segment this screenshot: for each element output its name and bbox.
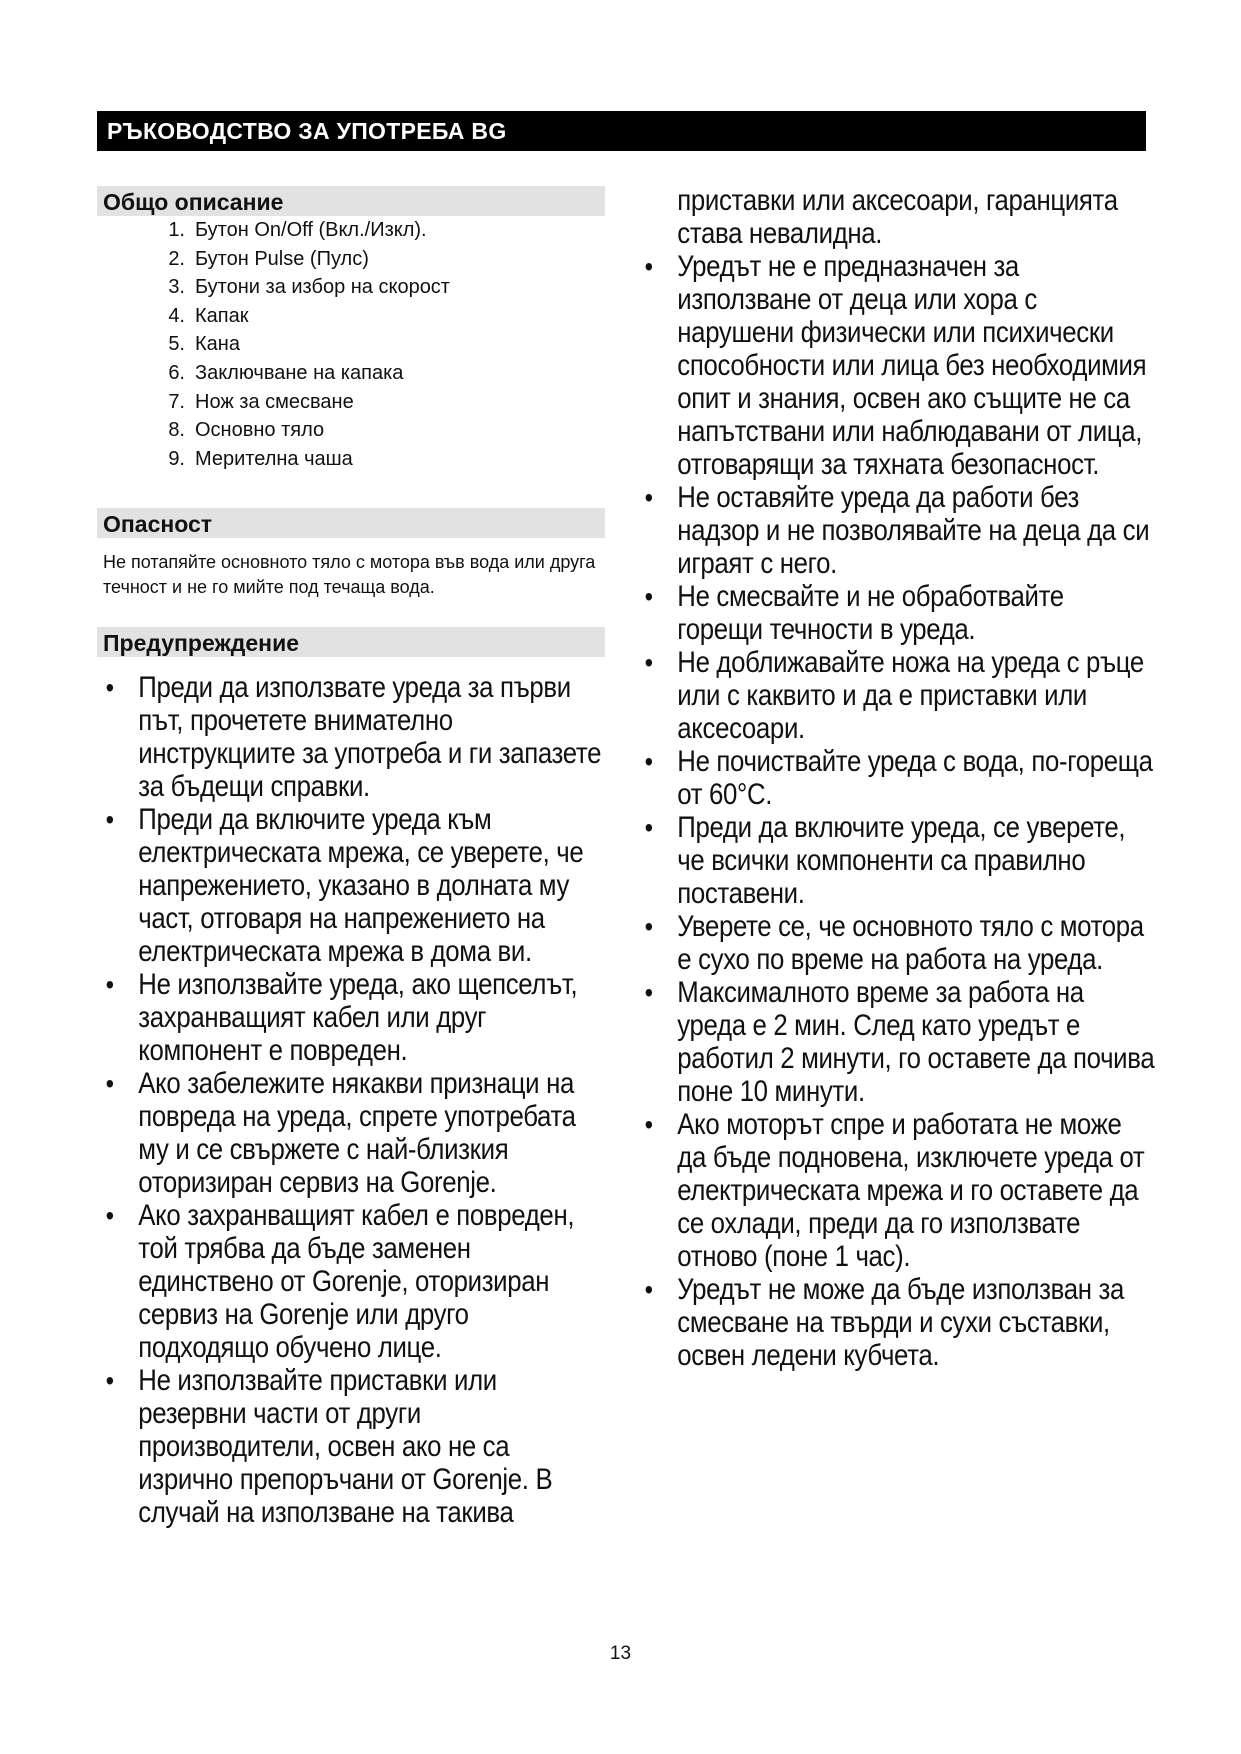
bullet-icon: • xyxy=(644,1109,653,1140)
warning-item: • Уредът не може да бъде използван за смесване на твърди и сухи съставки, освен ледени кубчета. xyxy=(644,1273,1124,1372)
bullet-icon: • xyxy=(644,746,653,777)
bullet-icon: • xyxy=(644,812,653,843)
warning-item: • Ако захранващият кабел е повреден, той трябва да бъде заменен единствено от Gorenje, оторизиран сервиз на Gorenje или друго подходящо обучено лице. xyxy=(105,1199,575,1365)
bullet-icon: • xyxy=(644,647,653,678)
parts-list-item: 5. Кана xyxy=(168,333,240,356)
bullet-icon: • xyxy=(105,1068,114,1100)
warning-item: • Ако моторът спре и работата не може да бъде подновена, изключете уреда от електрическата мрежа и го оставете да се охлади, преди да го използвате отново (поне 1 час). xyxy=(644,1108,1145,1273)
warning-heading: Предупреждение xyxy=(97,627,605,657)
parts-list-item: 6. Заключване на капака xyxy=(168,361,404,384)
bullet-icon: • xyxy=(105,969,114,1001)
parts-list xyxy=(97,216,605,473)
parts-list-item: 4. Капак xyxy=(168,304,249,327)
warning-item: • Преди да използвате уреда за първи път, прочетете внимателно инструкциите за употреба и ги запазете за бъдещи справки. xyxy=(105,671,602,804)
parts-list-item: 3. Бутони за избор на скорост xyxy=(168,276,450,299)
warning-item: • Не смесвайте и не обработвайте горещи течности в уреда. xyxy=(644,580,1064,646)
parts-list-item: 7. Нож за смесване xyxy=(168,390,354,413)
warning-item: • Максималното време за работа на уреда е 2 мин. След като уредът е работил 2 минути, го оставете да почива поне 10 минути. xyxy=(644,976,1155,1108)
warning-item: • Уверете се, че основното тяло с мотора е сухо по време на работа на уреда. xyxy=(644,910,1144,976)
bullet-icon: • xyxy=(644,911,653,942)
parts-list-item: 2. Бутон Pulse (Пулс) xyxy=(168,247,369,270)
bullet-icon: • xyxy=(105,804,114,836)
bullet-icon: • xyxy=(644,581,653,612)
bullet-icon: • xyxy=(644,1274,653,1305)
danger-text: Не потапяйте основното тяло с мотора във вода или друга течност и не го мийте под течаща вода. xyxy=(103,552,596,598)
danger-heading: Опасност xyxy=(97,508,605,538)
warning-item: • Не оставяйте уреда да работи без надзор и не позволявайте на деца да си играят с него. xyxy=(644,481,1150,580)
warning-list-left xyxy=(97,671,604,1529)
warning-item: • Не използвайте приставки или резервни части от други производители, освен ако не са изрично препоръчани от Gorenje. В случай на използване на такива xyxy=(105,1364,553,1530)
parts-list-item: 1. Бутон On/Off (Вкл./Изкл). xyxy=(168,219,427,241)
warning-item: • Уредът не е предназначен за използване от деца или хора с нарушени физически или психически способности или лица без необходимия опит и знания, освен ако същите не са напътствани или наблюдавани от лица, отговарящи за тяхната безопасност. xyxy=(644,250,1147,481)
bullet-icon: • xyxy=(105,1365,114,1397)
document-header: РЪКОВОДСТВО ЗА УПОТРЕБА BG xyxy=(97,111,1146,151)
page-number: 13 xyxy=(609,1643,632,1664)
warning-item: • Не доближавайте ножа на уреда с ръце или с каквито и да е приставки или аксесоари. xyxy=(644,646,1144,745)
warning-item: • Не използвайте уреда, ако щепселът, захранващият кабел или друг компонент е повреден. xyxy=(105,968,578,1068)
warning-item: • Ако забележите някакви признаци на повреда на уреда, спрете употребата му и се свържете с най-близкия оторизиран сервиз на Gorenje. xyxy=(105,1067,576,1200)
bullet-icon: • xyxy=(644,251,653,282)
warning-list-right xyxy=(636,184,1155,1372)
bullet-icon: • xyxy=(644,482,653,513)
right-column xyxy=(636,184,1156,1372)
warning-item: • Не почиствайте уреда с вода, по-гореща от 60°C. xyxy=(644,745,1153,811)
parts-list-item: 9. Мерителна чаша xyxy=(168,447,353,470)
warning-item: • Преди да включите уреда към електрическата мрежа, се уверете, че напрежението, указано в долната му част, отговаря на напрежението на електрическата мрежа в дома ви. xyxy=(105,803,584,969)
bullet-icon: • xyxy=(105,1200,114,1232)
warning-item: • Преди да включите уреда, се уверете, че всички компоненти са правилно поставени. xyxy=(644,811,1126,910)
bullet-icon: • xyxy=(644,977,653,1008)
warning-item-continuation: приставки или аксесоари, гаранцията става невалидна. xyxy=(677,184,1118,250)
general-description-heading: Общо описание xyxy=(97,186,605,216)
parts-list-item: 8. Основно тяло xyxy=(168,419,325,442)
left-column xyxy=(97,186,605,1529)
bullet-icon: • xyxy=(105,672,114,704)
